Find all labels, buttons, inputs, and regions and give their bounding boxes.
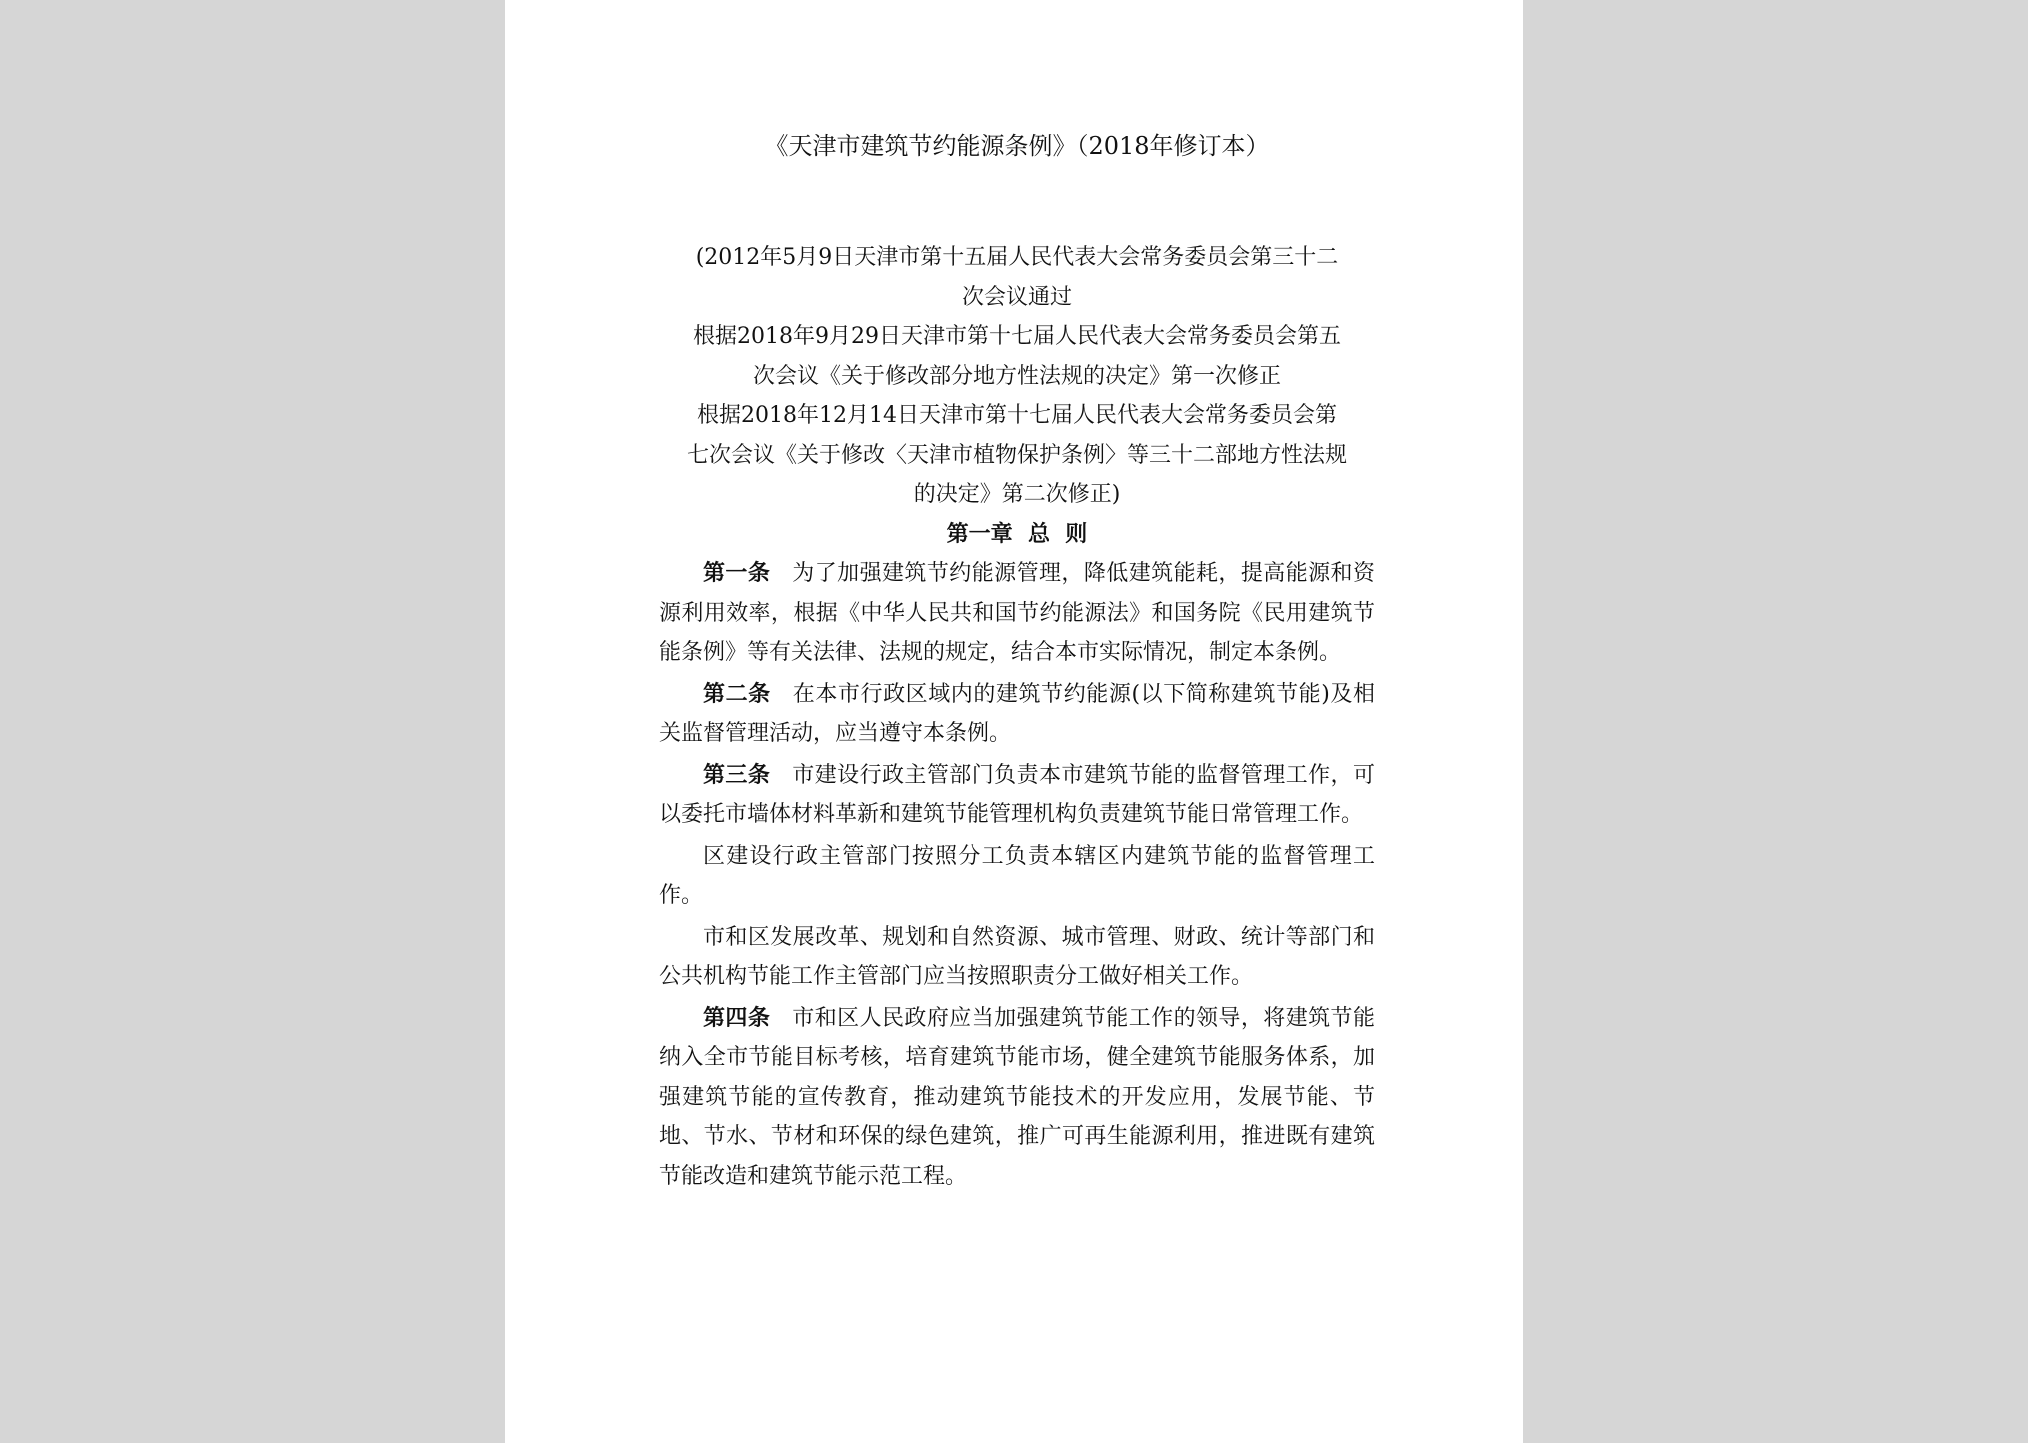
article-text: 市和区人民政府应当加强建筑节能工作的领导，将建筑节能纳入全市节能目标考核，培育建筑节能市场，健全建筑节能服务体系，加强建筑节能的宣传教育，推动建筑节能技术的开发应用，发展节能、节地、节水、节材和环保的绿色建筑，推广可再生能源利用，推进既有建筑节能改造和建筑节能示范工程。 xyxy=(659,1005,1375,1189)
article-label: 第三条 xyxy=(703,761,771,788)
chapter-heading: 第一章 总 则 xyxy=(946,520,1088,547)
article-4 xyxy=(659,999,1375,1197)
article-label: 第一条 xyxy=(703,560,771,586)
article-text: 在本市行政区域内的建筑节约能源(以下简称建筑节能)及相关监督管理活动，应当遵守本条例。 xyxy=(659,681,1375,746)
history-line: 七次会议《关于修改〈天津市植物保护条例〉等三十二部地方性法规 xyxy=(686,442,1347,468)
history-line: 次会议通过 xyxy=(961,284,1072,310)
document-content xyxy=(659,126,1375,1198)
history-line: 根据2018年9月29日天津市第十七届人民代表大会常务委员会第五 xyxy=(693,324,1341,349)
article-label: 第二条 xyxy=(703,680,771,707)
history-line: 根据2018年12月14日天津市第十七届人民代表大会常务委员会第 xyxy=(697,403,1337,428)
history-line: 次会议《关于修改部分地方性法规的决定》第一次修正 xyxy=(752,363,1281,389)
article-text: 区建设行政主管部门按照分工负责本辖区内建筑节能的监督管理工作。 xyxy=(659,843,1375,908)
article-3 xyxy=(659,756,1375,835)
article-2 xyxy=(659,675,1375,754)
history-line: 的决定》第二次修正) xyxy=(913,482,1121,507)
article-3-paragraph-2 xyxy=(659,837,1375,916)
article-text: 为了加强建筑节约能源管理，降低建筑能耗，提高能源和资源利用效率，根据《中华人民共和国节约能源法》和国务院《民用建筑节能条例》等有关法律、法规的规定，结合本市实际情况，制定本条例。 xyxy=(659,561,1375,665)
article-3-paragraph-3 xyxy=(659,918,1375,997)
adoption-history xyxy=(659,238,1375,515)
document-page xyxy=(505,0,1523,1443)
article-1 xyxy=(659,554,1375,673)
article-text: 市建设行政主管部门负责本市建筑节能的监督管理工作，可以委托市墙体材料革新和建筑节能管理机构负责建筑节能日常管理工作。 xyxy=(659,762,1375,827)
history-line: (2012年5月9日天津市第十五届人民代表大会常务委员会第三十二 xyxy=(695,245,1339,270)
article-label: 第四条 xyxy=(703,1004,771,1031)
document-title: 《天津市建筑节约能源条例》（2018年修订本） xyxy=(764,132,1270,160)
article-text: 市和区发展改革、规划和自然资源、城市管理、财政、统计等部门和公共机构节能工作主管部门应当按照职责分工做好相关工作。 xyxy=(659,924,1375,989)
